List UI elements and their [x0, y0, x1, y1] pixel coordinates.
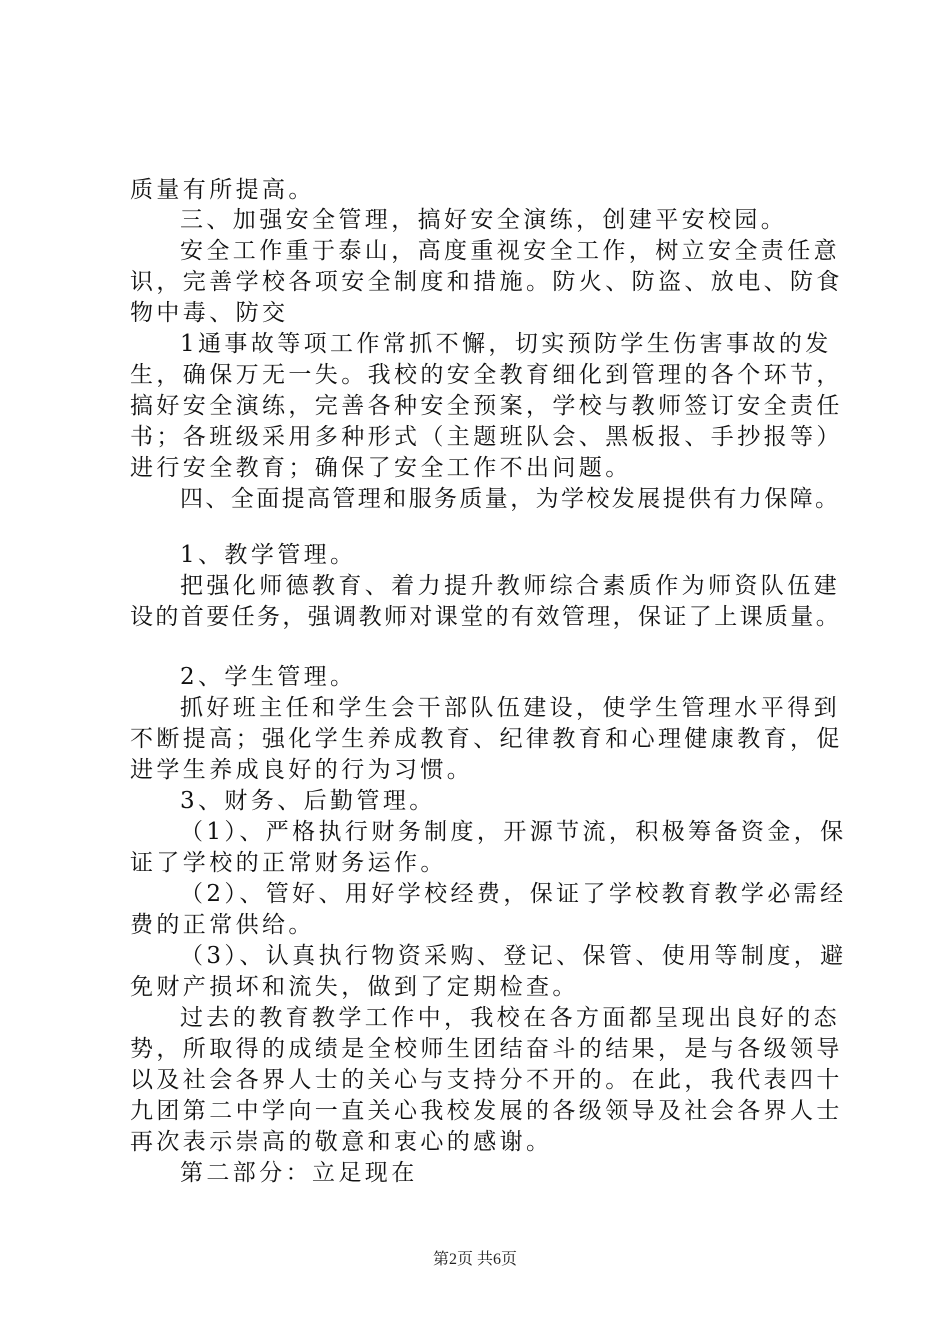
- page-number-footer: 第2页 共6页: [432, 1251, 517, 1268]
- subsection-heading: 2、学生管理。: [180, 664, 357, 690]
- paragraph-line: 抓好班主任和学生会干部队伍建设，使学生管理水平得到: [180, 695, 840, 721]
- paragraph-line: 费的正常供给。: [130, 912, 315, 938]
- paragraph-line: 把强化师德教育、着力提升教师综合素质作为师资队伍建: [180, 573, 840, 599]
- paragraph-line: （1）、严格执行财务制度，开源节流，积极筹备资金，保: [180, 819, 847, 845]
- paragraph-line: 九团第二中学向一直关心我校发展的各级领导及社会各界人士: [130, 1098, 843, 1124]
- paragraph-line: 势，所取得的成绩是全校师生团结奋斗的结果，是与各级领导: [130, 1036, 843, 1062]
- paragraph-line: 过去的教育教学工作中，我校在各方面都呈现出良好的态: [180, 1005, 840, 1031]
- paragraph-line: 进行安全教育；确保了安全工作不出问题。: [130, 455, 632, 481]
- paragraph-line: 免财产损坏和流失，做到了定期检查。: [130, 974, 579, 1000]
- section-heading: 三、加强安全管理，搞好安全演练，创建平安校园。: [180, 207, 788, 233]
- paragraph-line: 以及社会各界人士的关心与支持分不开的。在此，我代表四十: [130, 1067, 843, 1093]
- paragraph-line: 证了学校的正常财务运作。: [130, 850, 447, 876]
- paragraph-line: 物中毒、防交: [130, 300, 289, 326]
- paragraph-line: 识，完善学校各项安全制度和措施。防火、防盗、放电、防食: [130, 269, 843, 295]
- subsection-heading: 3、财务、后勤管理。: [180, 788, 436, 814]
- paragraph-line: 再次表示崇高的敬意和衷心的感谢。: [130, 1129, 553, 1155]
- section-heading: 第二部分：立足现在: [180, 1160, 418, 1186]
- paragraph-line: 搞好安全演练，完善各种安全预案，学校与教师签订安全责任: [130, 393, 843, 419]
- paragraph-line: 设的首要任务，强调教师对课堂的有效管理，保证了上课质量。: [130, 604, 842, 630]
- paragraph-line: 质量有所提高。: [130, 177, 315, 203]
- paragraph-line: 进学生养成良好的行为习惯。: [130, 757, 474, 783]
- paragraph-line: 1通事故等项工作常抓不懈，切实预防学生伤害事故的发: [180, 331, 832, 357]
- subsection-heading: 1、教学管理。: [180, 542, 357, 568]
- paragraph-line: 书；各班级采用多种形式（主题班队会、黑板报、手抄报等）: [130, 424, 843, 450]
- paragraph-line: （3）、认真执行物资采购、登记、保管、使用等制度，避: [180, 943, 847, 969]
- paragraph-line: （2）、管好、用好学校经费，保证了学校教育教学必需经: [180, 881, 847, 907]
- paragraph-line: 安全工作重于泰山，高度重视安全工作，树立安全责任意: [180, 238, 840, 264]
- section-heading: 四、全面提高管理和服务质量，为学校发展提供有力保障。: [180, 486, 841, 512]
- paragraph-line: 生，确保万无一失。我校的安全教育细化到管理的各个环节，: [130, 362, 843, 388]
- paragraph-line: 不断提高；强化学生养成教育、纪律教育和心理健康教育，促: [130, 726, 843, 752]
